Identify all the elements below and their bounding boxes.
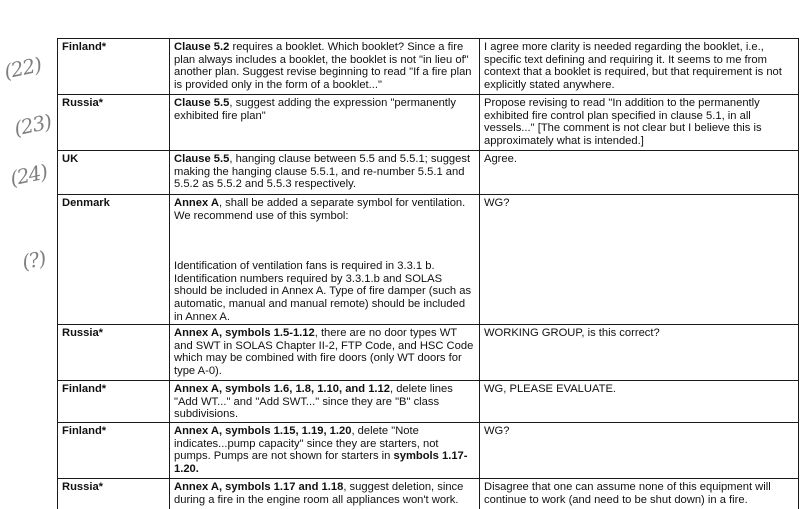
comment-lead: Annex A, symbols 1.5-1.12 (174, 327, 315, 340)
comment-text: , delete lines "Add WT..." and "Add SWT..." since they are "B" class subdivisions. (174, 383, 453, 421)
response-cell: Propose revising to read "In addition to the permanently exhibited fire control plan specified in clause 5.1, in all vessels..." [The comment is not clear but I believe this is approximately what is intended.] (480, 95, 799, 151)
country-cell: Finland* (58, 39, 170, 95)
comment-cell (170, 381, 480, 423)
comment-text: , suggest adding the expression "permanently exhibited fire plan" (174, 97, 456, 122)
response-cell: Disagree that one can assume none of this equipment will continue to work (and need to be shut down) in a fire. (480, 479, 799, 509)
table-row (58, 381, 799, 423)
symbol-placeholder (174, 222, 475, 260)
comment-cell (170, 195, 480, 325)
country-cell: Russia* (58, 325, 170, 381)
country-cell: Finland* (58, 381, 170, 423)
country-cell: UK (58, 151, 170, 195)
comment-lead: symbols 1.17-1.20. (174, 450, 468, 475)
comment-text: , suggest deletion, since during a fire in the engine room all appliances won't work. (174, 481, 464, 506)
comment-lead: Annex A, symbols 1.17 and 1.18 (174, 481, 344, 494)
table-row (58, 423, 799, 479)
response-cell: WORKING GROUP, is this correct? (480, 325, 799, 381)
comment-text: , hanging clause between 5.5 and 5.5.1; suggest making the hanging clause 5.5.1, and re-number 5.5.1 and 5.5.2 as 5.5.2 and 5.5.3 respectively. (174, 153, 471, 191)
comment-text: , there are no door types WT and SWT in SOLAS Chapter II-2, FTP Code, and HSC Code which may be combined with fire doors (only WT doors for type A-0). (174, 327, 474, 377)
comment-text: , delete "Note indicates...pump capacity" since they are starters, not pumps. Pumps are not shown for starters in (174, 425, 439, 463)
table-row (58, 39, 799, 95)
comment-cell (170, 95, 480, 151)
comments-table (57, 38, 799, 509)
comment-lead: Annex A, symbols 1.15, 1.19, 1.20 (174, 425, 352, 438)
response-cell: Agree. (480, 151, 799, 195)
comment-text: requires a booklet. Which booklet? Since a fire plan always includes a booklet, the booklet is not "in lieu of" another plan. Suggest revise beginning to read "If a fire plan is provided only in the form of a booklet..." (174, 41, 472, 91)
comment-lead: Annex A (174, 197, 219, 209)
margin-mark: (?) (19, 245, 48, 275)
comment-cell (170, 479, 480, 509)
country-cell: Russia* (58, 95, 170, 151)
comment-lead: Clause 5.5 (174, 97, 230, 109)
table-row (58, 479, 799, 509)
country-cell: Denmark (58, 195, 170, 325)
table-row (58, 325, 799, 381)
comment-text: , shall be added a separate symbol for ventilation. We recommend use of this symbol: (174, 197, 466, 222)
country-cell: Finland* (58, 423, 170, 479)
comment-cell (170, 151, 480, 195)
comment-cell (170, 325, 480, 381)
table-row (58, 95, 799, 151)
comment-text: Identification of ventilation fans is required in 3.3.1 b. Identification numbers required by 3.3.1.b and SOLAS should be included in Annex A. Type of fire damper (such as automatic, manual and manual remote) should be included in Annex A. (174, 260, 472, 323)
table-row (58, 195, 799, 325)
country-cell: Russia* (58, 479, 170, 509)
response-cell: WG, PLEASE EVALUATE. (480, 381, 799, 423)
response-cell: WG? (480, 423, 799, 479)
margin-mark: (24) (7, 159, 50, 191)
response-cell: WG? (480, 195, 799, 325)
margin-mark: (22) (1, 52, 44, 84)
comment-cell (170, 39, 480, 95)
comment-lead: Clause 5.5 (174, 153, 230, 165)
handwritten-margin (0, 38, 56, 509)
margin-mark: (23) (11, 109, 54, 141)
comment-cell (170, 423, 480, 479)
response-cell: I agree more clarity is needed regarding the booklet, i.e., specific text defining and requiring it. It seems to me from context that a booklet is required, but that requirement is not explicitly stated anywhere. (480, 39, 799, 95)
table-row (58, 151, 799, 195)
comment-lead: Clause 5.2 (174, 41, 230, 53)
comment-lead: Annex A, symbols 1.6, 1.8, 1.10, and 1.12 (174, 383, 390, 396)
